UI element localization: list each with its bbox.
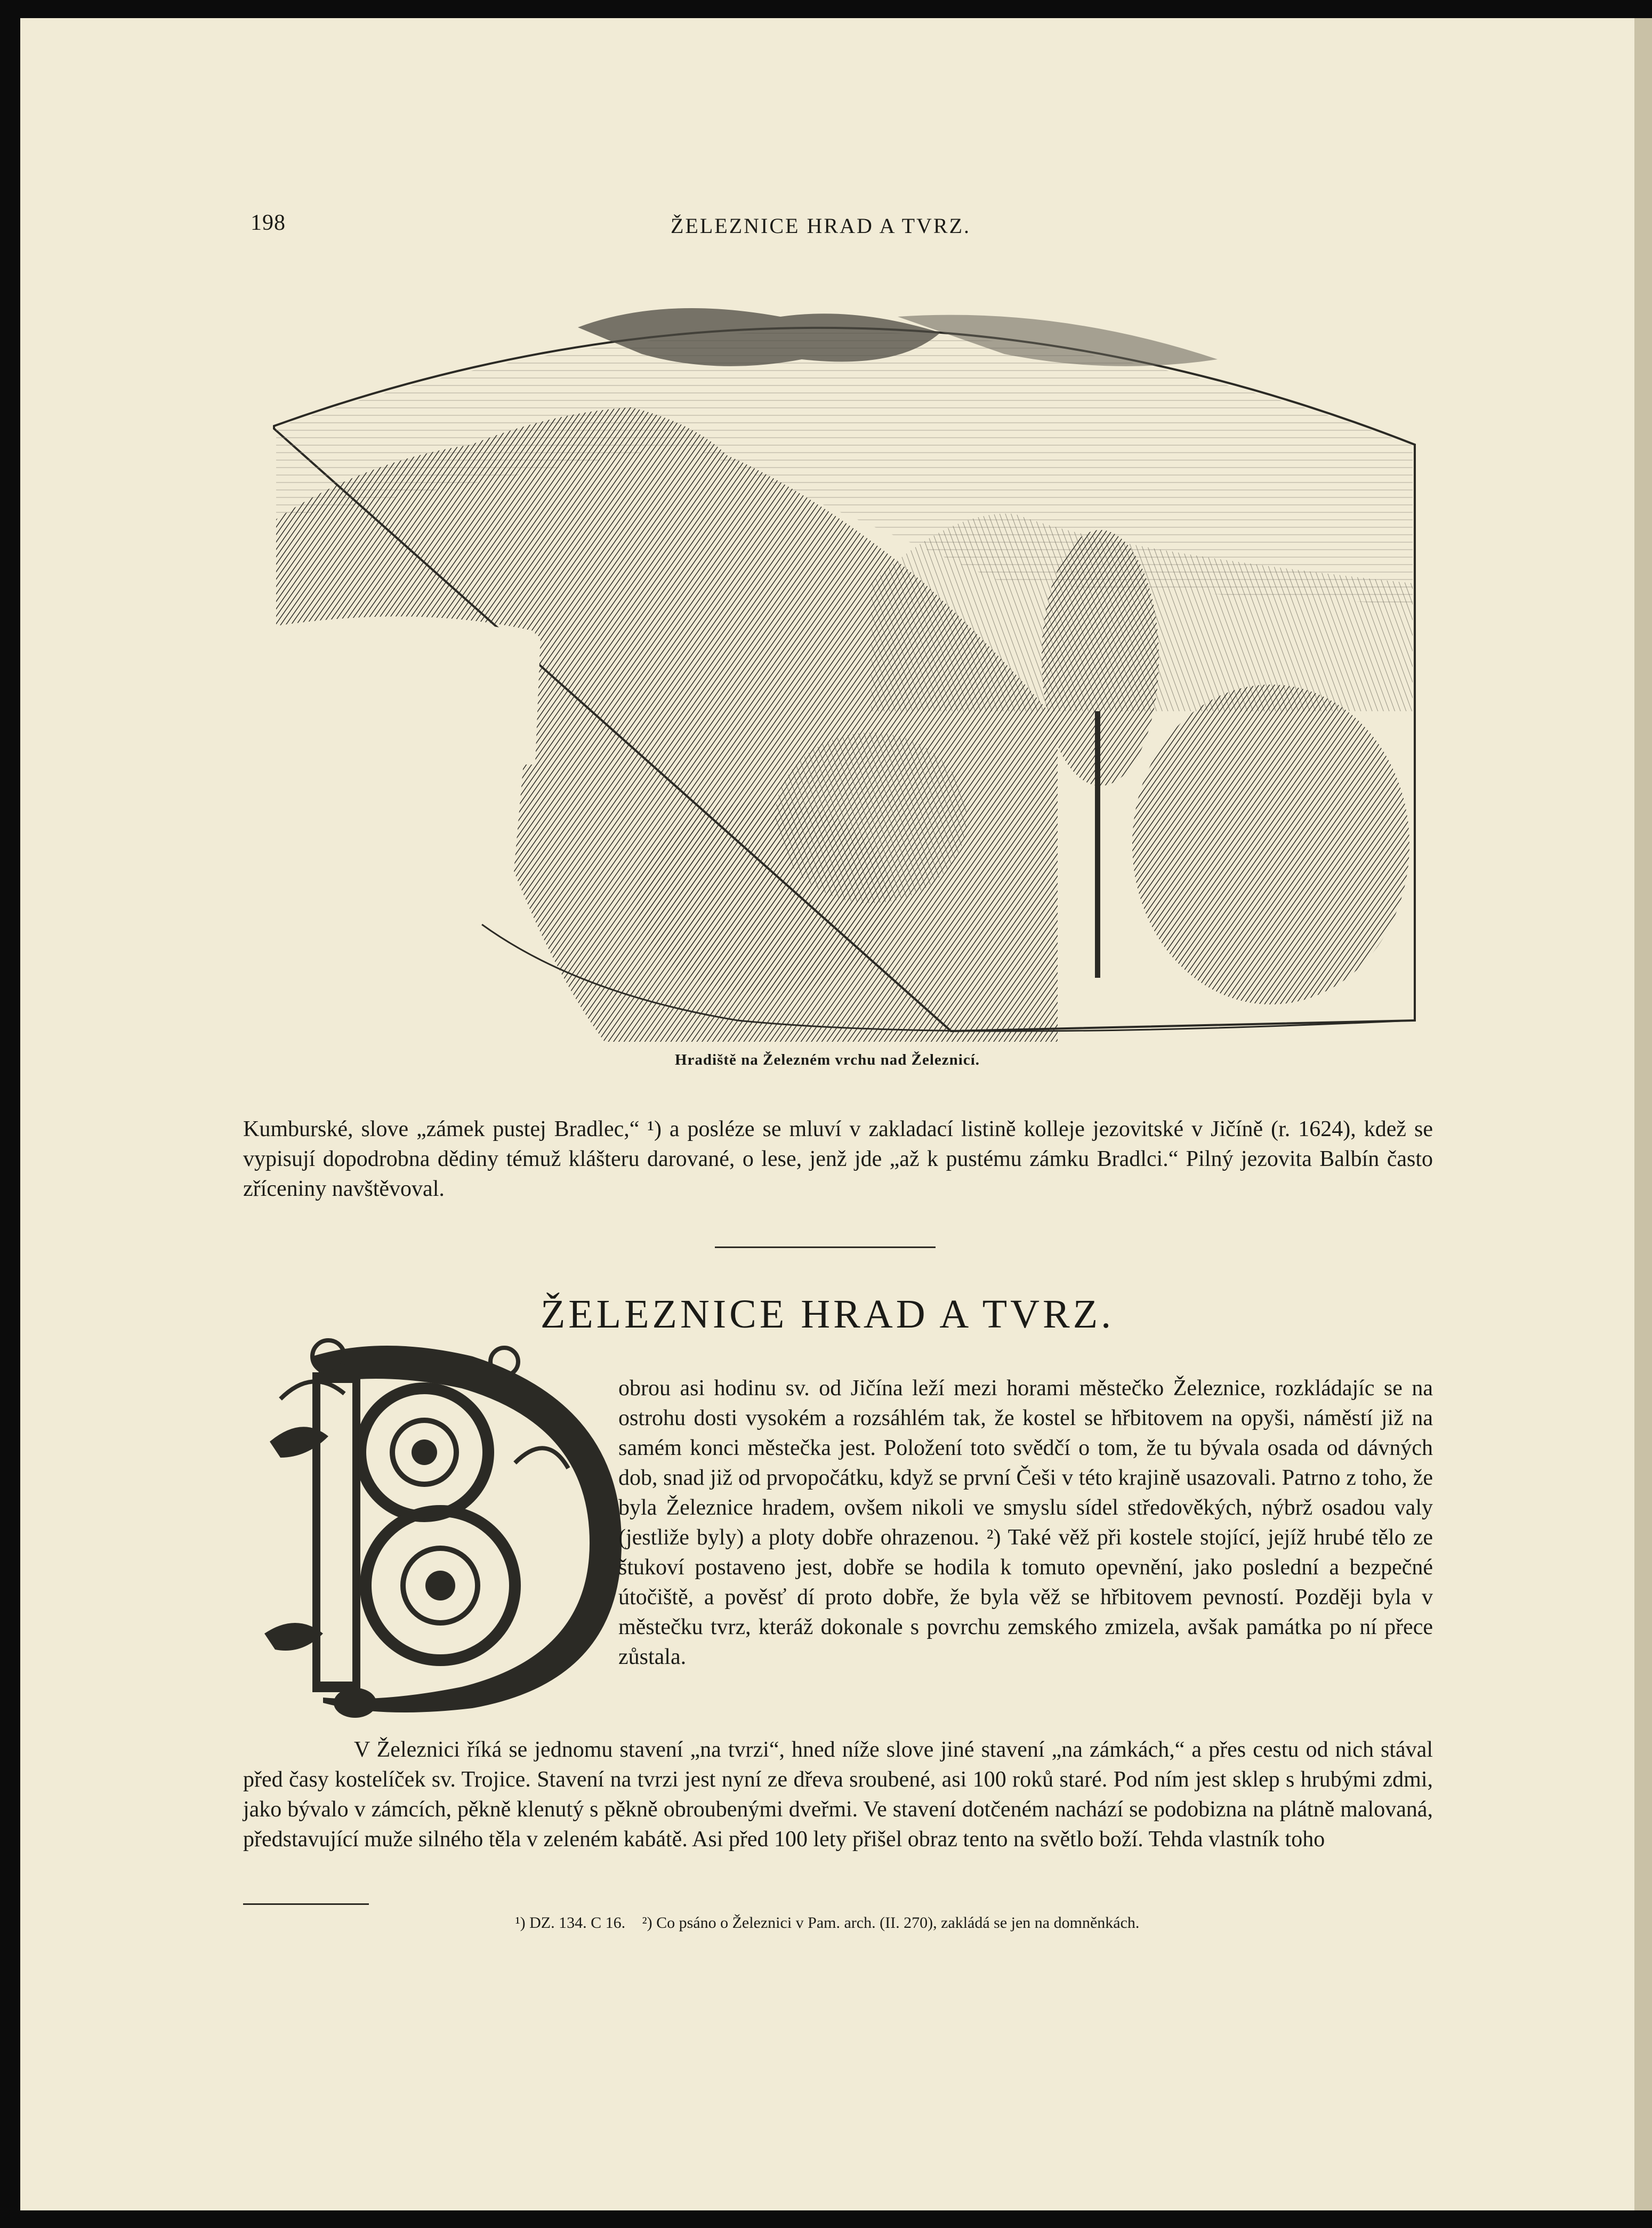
running-head: ŽELEZNICE HRAD A TVRZ. (671, 214, 971, 238)
paragraph-2: obrou asi hodinu sv. od Jičína leží mezi horami městečko Železnice, rozkládajíc se na ostrohu dosti vysokém a rozsáhlém tak, že kostel se hřbitovem na opyši, náměstí již na samém konci městečka jest. Položení toto svědčí o tom, že tu bývala osada od dávných dob, snad již od prvopočátku, když se první Češi v této krajině usazovali. Patrno z toho, že byla Železnice hradem, ovšem nikoli ve smyslu sídel středověkých, nýbrž osadou valy (jestliže byly) a ploty dobře ohrazenou. ²) Také věž při kostele stojící, jejíž hrubé tělo ze štukoví postaveno jest, dobře se hodila k tomuto opevnění, jako poslední a bezpečné útočiště, a pověsť dí proto dobře, že byla věž se hřbitovem pevností. Později byla v městečku tvrz, kteráž dokonale s povrchu zemského zmizela, avšak památka po ní přece zůstala. (618, 1376, 1433, 1669)
ornamental-initial-d (248, 1335, 658, 1724)
illustration-caption: Hradiště na Železném vrchu nad Železnicí. (674, 1051, 980, 1068)
page-gutter (1634, 18, 1652, 2210)
page-header (20, 210, 1634, 242)
section-divider (715, 1246, 936, 1248)
paragraph-3: V Železnici říká se jednomu stavení „na tvrzi“, hned níže slove jiné stavení „na zámkách,“ a přes cestu od nich stával před časy kostelíček sv. Trojice. Stavení na tvrzi jest nyní ze dřeva sroubené, asi 100 roků staré. Pod ním jest sklep s hrubými zdmi, jako bývalo v zámcích, pěkně klenutý s pěkně obroubenými dveřmi. Ve stavení dotčeném nachází se podobizna na plátně malovaná, představující muže silného těla v zeleném kabátě. Asi před 100 lety přišel obraz tento na světlo boží. Tehda vlastník toho (243, 1738, 1433, 1852)
book-page (20, 18, 1634, 2210)
footnote-1: ¹) DZ. 134. C 16. (515, 1914, 626, 1932)
section-title: ŽELEZNICE HRAD A TVRZ. (540, 1292, 1115, 1337)
page-number: 198 (251, 211, 286, 235)
footnote-rule (243, 1903, 369, 1905)
footnotes (20, 1914, 1634, 1932)
footnote-2: ²) Co psáno o Železnici v Pam. arch. (II. 270), zakládá se jen na domněnkách. (642, 1914, 1140, 1932)
paragraph-1: Kumburské, slove „zámek pustej Bradlec,“ ¹) a posléze se mluví v zakladací listině kolleje jezovitské v Jičíně (r. 1624), kdež se vypisují dopodrobna dědiny témuž klášteru darované, o lese, jenž jde „až k pustému zámku Bradlci.“ Pilný jezovita Balbín často zříceniny navštěvoval. (243, 1117, 1433, 1201)
landscape-engraving (258, 285, 1431, 1058)
